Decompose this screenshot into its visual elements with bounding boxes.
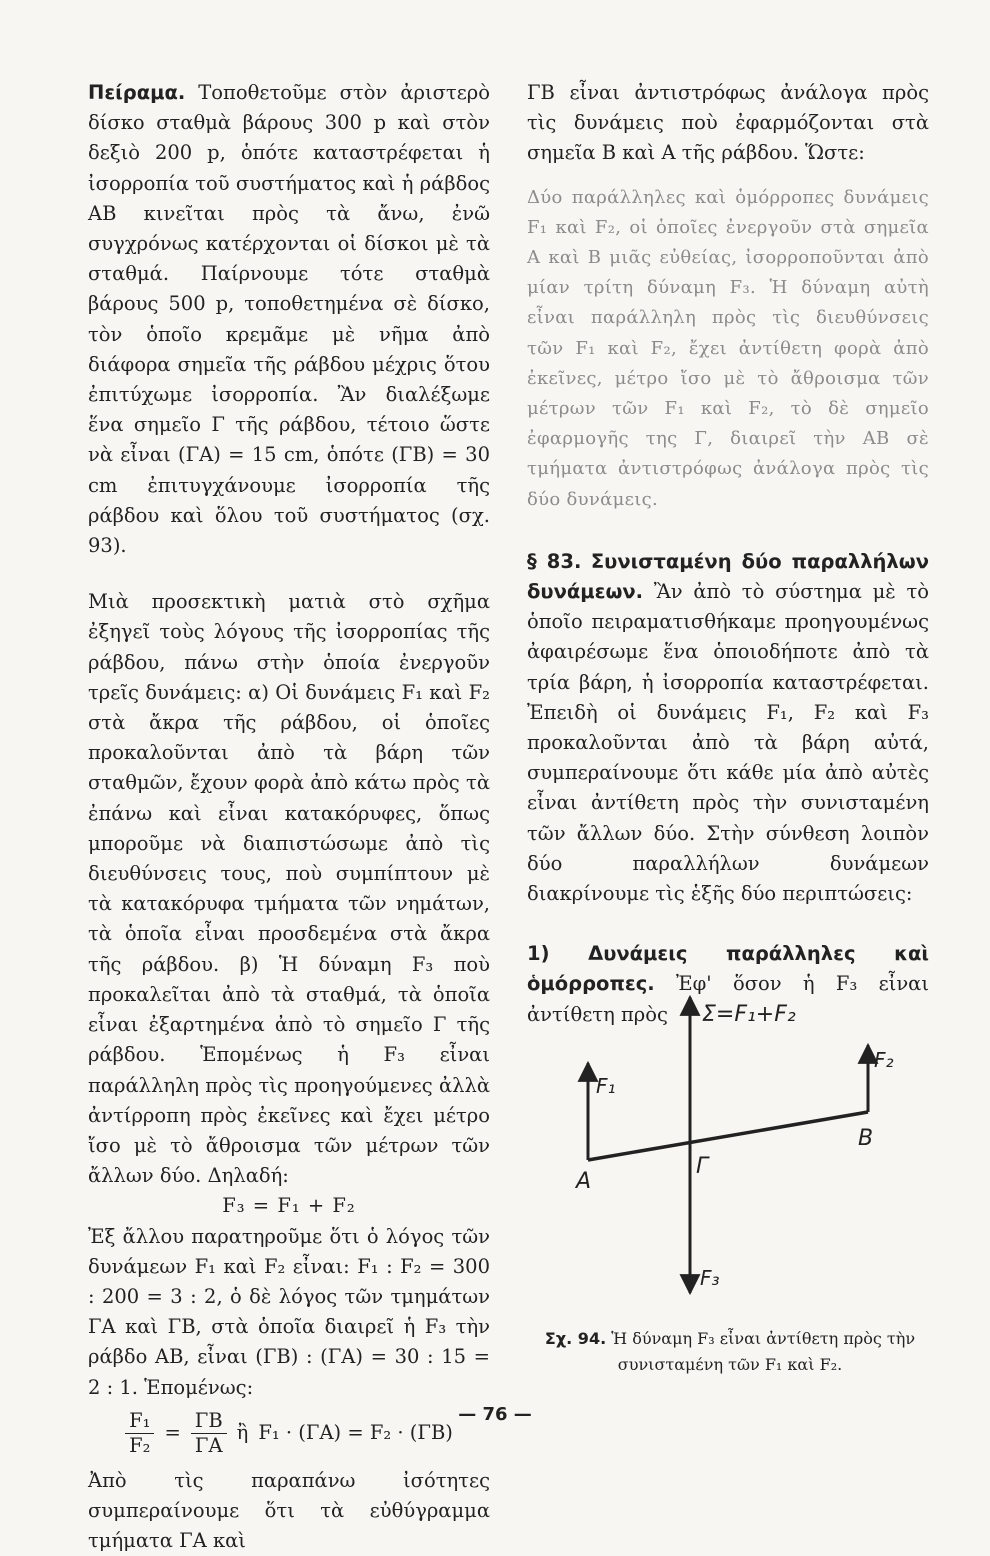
figure-caption: [525, 1326, 935, 1378]
segment-fraction-denominator: ΓΑ: [194, 1433, 223, 1457]
ratio-paragraph: Ἐξ ἄλλου παρατηροῦμε ὅτι ὁ λόγος τῶν δυνάμεων F₁ καὶ F₂ εἶναι: F₁ : F₂ = 300 : 200 = 3 : 2, ὁ δὲ λόγος τῶν τμημάτων ΓΑ καὶ ΓΒ, στὰ ὁποῖα διαιρεῖ ἡ F₃ τὴν ράβδο ΑΒ, εἶναι (ΓΒ) : (ΓΑ) = 30 : 15 = 2 : 1. Ἑπομένως:: [88, 1224, 490, 1399]
label-sigma: Σ=F₁+F₂: [702, 1002, 796, 1027]
experiment-heading: Πείραμα.: [88, 81, 186, 104]
force-fraction-numerator: F₁: [125, 1409, 154, 1434]
experiment-text: Τοποθετοῦμε στὸν ἀριστερὸ δίσκο σταθμὰ βάρους 300 p καὶ στὸν δεξιὸ 200 p, ὁπότε καταστρέφεται ἡ ἰσορροπία τοῦ συστήματος καὶ ἡ ράβδος ΑΒ κινεῖται πρὸς τὰ ἄνω, ἐνῶ συγχρόνως κατέρχονται οἱ δίσκοι μὲ τὰ σταθμά. Παίρνουμε τότε σταθμὰ βάρους 500 p, τοποθετημένα σὲ δίσκο, τὸν ὁποῖο κρεμᾶμε μὲ νῆμα ἀπὸ διάφορα σημεῖα τῆς ράβδου μέχρις ὅτου ἐπιτύχωμε ἰσορροπία. Ἂν διαλέξωμε ἕνα σημεῖο Γ τῆς ράβδου, τέτοιο ὥστε νὰ εἶναι (ΓΑ) = 15 cm, ὁπότε (ΓΒ) = 30 cm ἐπιτυγχάνουμε ἰσορροπία τῆς ράβδου καὶ ὅλου τοῦ συστήματος (σχ. 93).: [88, 81, 490, 558]
right-column: [527, 78, 929, 1030]
label-a: A: [576, 1169, 592, 1194]
caption-text: Ἡ δύναμη F₃ εἶναι ἀντίθετη πρὸς τὴν συνισταμένη τῶν F₁ καὶ F₂.: [611, 1329, 916, 1374]
label-b: B: [858, 1126, 874, 1151]
section-83: [527, 547, 929, 909]
section-number: § 83.: [527, 549, 582, 573]
section-title: Συνισταμένη δύο παραλλήλων δυνάμεων.: [527, 549, 929, 604]
explanation-paragraph: Μιὰ προσεκτικὴ ματιὰ στὸ σχῆμα ἐξηγεῖ τοὺς λόγους τῆς ἰσορροπίας τῆς ράβδου, πάνω στὴν ὁποία ἐνεργοῦν τρεῖς δυνάμεις: α) Οἱ δυνάμεις F₁ καὶ F₂ στὰ ἄκρα τῆς ράβδου, οἱ ὁποῖες προκαλοῦνται ἀπὸ τὰ βάρη τῶν σταθμῶν, ἔχουν φορὰ ἀπὸ κάτω πρὸς τὰ ἐπάνω καὶ εἶναι κατακόρυφες, ὅπως μποροῦμε νὰ διαπιστώσωμε ἀπὸ τὶς διευθύνσεις τους, ποὺ συμπίπτουν μὲ τὰ κατακόρυφα τμήματα τῶν νημάτων, τὰ ὁποῖα εἶναι προσδεμένα στὰ ἄκρα τῆς ράβδου. β) Ἡ δύναμη F₃ ποὺ προκαλεῖται ἀπὸ τὰ σταθμά, τὰ ὁποῖα εἶναι ἐξαρτημένα ἀπὸ τὸ σημεῖο Γ τῆς ράβδου. Ἑπομένως ἡ F₃ εἶναι παράλληλη πρὸς τὶς προηγούμενες ἀλλὰ ἀντίρροπη πρὸς ἐκεῖνες καὶ ἔχει μέτρο ἴσο μὲ τὸ ἄθροισμα τῶν μέτρων τῶν ἄλλων δύο. Δηλαδή:: [88, 590, 490, 1188]
equals-sign: =: [164, 1421, 181, 1445]
rule-box: Δύο παράλληλες καὶ ὁμόρροπες δυνάμεις F₁ καὶ F₂, οἱ ὁποῖες ἐνεργοῦν στὰ σημεῖα Α καὶ Β μιᾶς εὐθείας, ἰσορροποῦνται ἀπὸ μίαν τρίτη δύναμη F₃. Ἡ δύναμη αὐτὴ εἶναι παράλληλη πρὸς τὶς διευθύνσεις τῶν F₁ καὶ F₂, ἔχει ἀντίθετη φορὰ ἀπὸ ἐκεῖνες, μέτρο ἴσο μὲ τὸ ἄθροισμα τῶν μέτρων τῶν F₁ καὶ F₂, τὸ δὲ σημεῖο ἐφαρμογῆς της Γ, διαιρεῖ τὴν ΑΒ σὲ τμήματα ἀντιστρόφως ἀνάλογα πρὸς τὶς δύο δυνάμεις.: [527, 186, 929, 510]
sum-formula: F₃ = F₁ + F₂: [222, 1194, 356, 1218]
label-f3: F₃: [700, 1266, 720, 1290]
continuation-paragraph: ΓΒ εἶναι ἀντιστρόφως ἀνάλογα πρὸς τὶς δυνάμεις ποὺ ἐφαρμόζονται στὰ σημεῖα Β καὶ Α τῆς ράβδου. Ὥστε:: [527, 81, 929, 165]
force-fraction-denominator: F₂: [129, 1433, 151, 1457]
or-word: ἢ: [236, 1421, 249, 1445]
segment-fraction-numerator: ΓΒ: [191, 1409, 227, 1434]
lever-rod: [588, 1112, 868, 1160]
subsection-title: 1) Δυνάμεις παράλληλες καὶ ὁμόρροπες.: [527, 942, 929, 996]
lever-forces-figure: [560, 985, 920, 1315]
page-number: — 76 —: [458, 1404, 532, 1425]
label-f2: F₂: [874, 1048, 894, 1072]
caption-lead: Σχ. 94.: [544, 1329, 607, 1348]
conclusion-paragraph: Ἀπὸ τὶς παραπάνω ἰσότητες συμπεραίνουμε ὅτι τὰ εὐθύγραμμα τμήματα ΓΑ καὶ: [88, 1468, 490, 1553]
experiment-paragraph: [88, 78, 490, 561]
label-f1: F₁: [596, 1074, 616, 1098]
section-text: Ἂν ἀπὸ τὸ σύστημα μὲ τὸ ὁποῖο πειραματισθήκαμε προηγουμένως ἀφαιρέσωμε ἕνα ὁποιοδήποτε ἀπὸ τὰ τρία βάρη, ἡ ἰσορροπία καταστρέφεται. Ἐπειδὴ οἱ δυνάμεις F₁, F₂ καὶ F₃ προκαλοῦνται ἀπὸ τὰ βάρη αὐτά, συμπεραίνουμε ὅτι κάθε μία ἀπὸ αὐτὲς εἶναι ἀντίθετη πρὸς τὴν συνισταμένη τῶν ἄλλων δύο. Στὴν σύνθεση λοιπὸν δύο παραλλήλων δυνάμεων διακρίνουμε τὶς ἑξῆς δύο περιπτώσεις:: [527, 580, 929, 906]
label-gamma: Γ: [696, 1154, 709, 1179]
left-column: [88, 78, 490, 1556]
product-equation: F₁ · (ΓΑ) = F₂ · (ΓΒ): [258, 1421, 453, 1445]
subsection-text: Ἐφ' ὅσον ἡ F₃ εἶναι ἀντίθετη πρὸς: [527, 972, 929, 1026]
